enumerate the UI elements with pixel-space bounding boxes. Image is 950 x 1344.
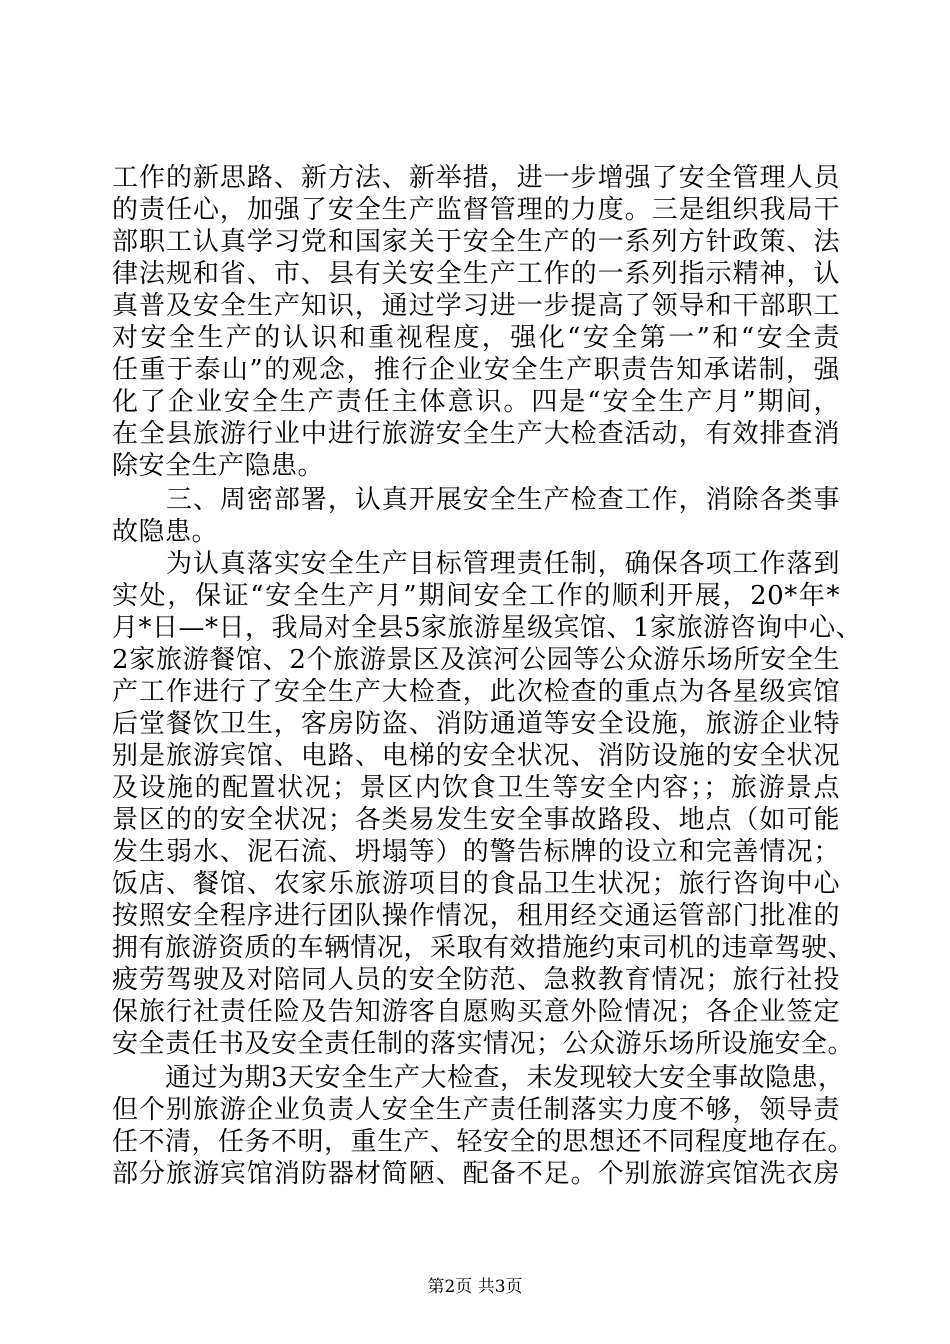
text-line: 月*日—*日，我局对全县5家旅游星级宾馆、1家旅游咨询中心、 xyxy=(112,613,863,643)
paragraph-safety-training xyxy=(112,162,840,482)
paragraph-findings xyxy=(112,1062,855,1190)
text-line: 拥有旅游资质的车辆情况，采取有效措施约束司机的违章驾驶、 xyxy=(112,933,855,963)
text-line: 通过为期3天安全生产大检查，未发现较大安全事故隐患， xyxy=(112,1063,845,1093)
text-line: 按照安全程序进行团队操作情况，租用经交通运管部门批准的 xyxy=(112,901,840,931)
text-line: 但个别旅游企业负责人安全生产责任制落实力度不够，领导责 xyxy=(112,1095,840,1125)
text-line: 饭店、餐馆、农家乐旅游项目的食品卫生状况；旅行咨询中心 xyxy=(112,869,840,899)
text-line: 任不清，任务不明，重生产、轻安全的思想还不同程度地存在。 xyxy=(112,1127,855,1157)
text-line: 别是旅游宾馆、电路、电梯的安全状况、消防设施的安全状况 xyxy=(112,741,840,771)
text-line: 任重于泰山”的观念，推行企业安全生产职责告知承诺制，强 xyxy=(112,355,840,385)
text-line: 的责任心，加强了安全生产监督管理的力度。三是组织我局干 xyxy=(112,195,840,225)
text-line: 实处，保证“安全生产月”期间安全工作的顺利开展，20*年* xyxy=(112,581,840,611)
text-line: 化了企业安全生产责任主体意识。四是“安全生产月”期间， xyxy=(112,387,840,417)
text-line: 后堂餐饮卫生，客房防盗、消防通道等安全设施，旅游企业特 xyxy=(112,709,840,739)
text-line: 产工作进行了安全生产大检查，此次检查的重点为各星级宾馆 xyxy=(112,677,840,707)
paragraph-inspection xyxy=(112,548,863,1060)
text-line: 工作的新思路、新方法、新举措，进一步增强了安全管理人员 xyxy=(112,163,840,193)
page-number-footer: 第2页 共3页 xyxy=(427,1277,523,1297)
text-line: 2家旅游餐馆、2个旅游景区及滨河公园等公众游乐场所安全生 xyxy=(112,645,840,675)
section-heading-3 xyxy=(112,484,840,548)
text-line: 景区的的安全状况；各类易发生安全事故路段、地点（如可能 xyxy=(112,805,840,835)
text-line: 律法规和省、市、县有关安全生产工作的一系列指示精神，认 xyxy=(112,259,840,289)
text-line: 部分旅游宾馆消防器材简陋、配备不足。个别旅游宾馆洗衣房 xyxy=(112,1159,840,1189)
text-line: 疲劳驾驶及对陪同人员的安全防范、急救教育情况；旅行社投 xyxy=(112,965,840,995)
text-line: 对安全生产的认识和重视程度，强化“安全第一”和“安全责 xyxy=(112,323,840,353)
text-line: 除安全生产隐患。 xyxy=(112,451,325,481)
text-line: 部职工认真学习党和国家关于安全生产的一系列方针政策、法 xyxy=(112,227,840,257)
text-line: 及设施的配置状况；景区内饮食卫生等安全内容；；旅游景点 xyxy=(112,773,840,803)
text-line: 保旅行社责任险及告知游客自愿购买意外险情况；各企业签定 xyxy=(112,997,840,1027)
text-line: 在全县旅游行业中进行旅游安全生产大检查活动，有效排查消 xyxy=(112,419,840,449)
heading-line: 故隐患。 xyxy=(112,517,219,547)
text-line: 真普及安全生产知识，通过学习进一步提高了领导和干部职工 xyxy=(112,291,840,321)
text-line: 为认真落实安全生产目标管理责任制，确保各项工作落到 xyxy=(112,549,840,579)
text-line: 安全责任书及安全责任制的落实情况；公众游乐场所设施安全。 xyxy=(112,1029,855,1059)
heading-line: 三、周密部署，认真开展安全生产检查工作，消除各类事 xyxy=(112,485,840,515)
text-line: 发生弱水、泥石流、坍塌等）的警告标牌的设立和完善情况； xyxy=(112,837,840,867)
